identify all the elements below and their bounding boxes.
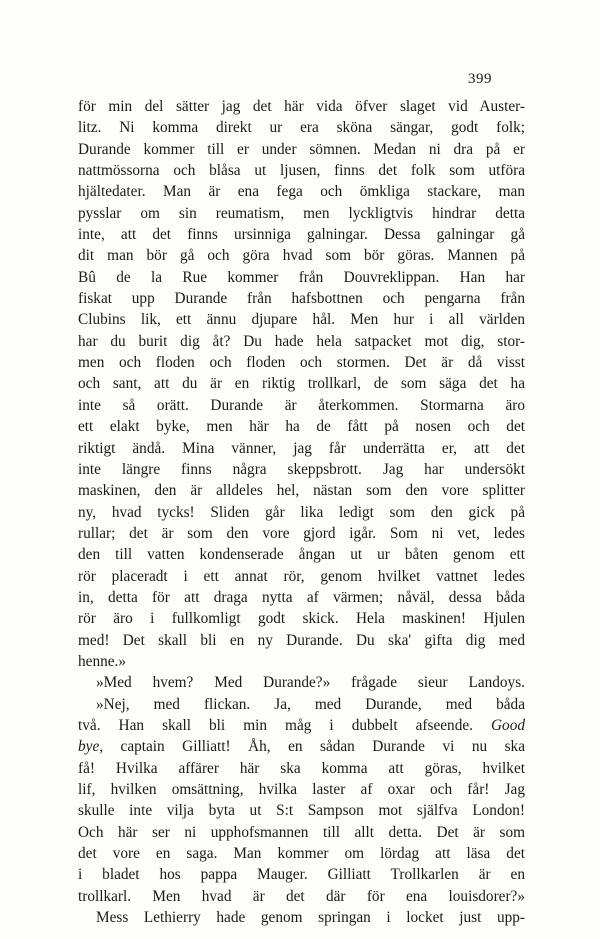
text-line: lif, hvilken omsättning, hvilka laster af oxar och får! Jag: [78, 781, 525, 798]
text-line: riktigt ändå. Mina vänner, jag får underrätta er, att det: [78, 439, 525, 457]
text-line: Durande kommer till er under sömnen. Medan ni dra på er: [78, 140, 525, 158]
text-line: i bladet hos pappa Mauger. Gilliatt Trollkarlen är en: [78, 866, 525, 884]
text-line: hjältedater. Man är ena fega och ömkliga stackare, man: [78, 183, 525, 201]
italic-text: Good: [491, 716, 525, 734]
text-line: bye, captain Gilliatt! Åh, en sådan Durande vi nu ska: [78, 738, 525, 756]
text-line: Mess Lethierry hade genom springan i locket just upp-: [96, 909, 525, 927]
text-line: litz. Ni komma direkt ur era sköna sängar, godt folk;: [78, 119, 525, 137]
text-line: »Med hvem? Med Durande?» frågade sieur Landoys.: [96, 674, 525, 692]
text-line: Och här ser ni upphofsmannen till allt detta. Det är som: [78, 823, 525, 841]
text-line: trollkarl. Men hvad är det där för ena louisdorer?»: [78, 887, 525, 905]
text-line: in, detta för att draga nytta af värmen; nåväl, dessa båda: [78, 588, 525, 606]
text-line: pysslar om sin reumatism, men lyckligtvis hindrar detta: [78, 204, 525, 222]
text-line: fiskat upp Durande från hafsbottnen och pengarna från: [78, 290, 525, 308]
text-line: rör äro i fullkomligt godt skick. Hela maskinen! Hjulen: [78, 610, 525, 628]
text-line: ett elakt byke, men här ha de fått på nosen och det: [78, 418, 525, 436]
text-line: för min del sätter jag det här vida öfver slaget vid Auster-: [78, 98, 525, 115]
text-line: med! Det skall bli en ny Durande. Du ska' gifta dig med: [78, 631, 525, 649]
text-line: få! Hvilka affärer här ska komma att göras, hvilket: [78, 759, 525, 777]
text-line: men och floden och floden och stormen. Det är då visst: [78, 354, 525, 372]
text-line: och sant, att du är en riktig trollkarl, de som säga det ha: [78, 375, 525, 393]
text-line: skulle inte vilja byta ut S:t Sampson mot själfva London!: [78, 802, 525, 820]
text-line: Clubins lik, ett ännu djupare hål. Men hur i all världen: [78, 311, 525, 329]
text-line: det vore en saga. Man kommer om lördag att läsa det: [78, 845, 525, 863]
text-line: två. Han skall bli min måg i dubbelt afseende. Good: [78, 716, 525, 734]
text-line: har du burit dig åt? Du hade hela satpacket mot dig, stor-: [78, 332, 525, 350]
text-line: maskinen, den är alldeles hel, nästan som den vore splitter: [78, 482, 525, 500]
text-line: inte, att det finns ursinniga galningar. Dessa galningar gå: [78, 226, 525, 244]
page-number: 399: [468, 71, 492, 87]
text-line: inte längre finns några skeppsbrott. Jag har undersökt: [78, 460, 525, 478]
text-line: den till vatten kondenserade ångan ut ur båten genom ett: [78, 546, 525, 564]
text-line: rör placeradt i ett annat rör, genom hvilket vattnet ledes: [78, 567, 525, 585]
text-line: ny, hvad tycks! Sliden går lika ledigt som den gick på: [78, 503, 525, 521]
text-line: nattmössorna och blåsa ut ljusen, finns det folk som utföra: [78, 162, 525, 180]
text-line: »Nej, med flickan. Ja, med Durande, med båda: [96, 695, 525, 713]
text-line: dit man bör gå och göra hvad som bör göras. Mannen på: [78, 247, 525, 265]
body-text: [78, 96, 525, 928]
text-line: Bû de la Rue kommer från Douvreklippan. Han har: [78, 268, 525, 286]
text-line: rullar; det är som den vore gjord igår. Som ni vet, ledes: [78, 524, 525, 542]
text-line: henne.»: [78, 652, 126, 670]
italic-text: bye,: [78, 738, 104, 756]
text-line: inte så orätt. Durande är återkommen. Stormarna äro: [78, 396, 525, 414]
